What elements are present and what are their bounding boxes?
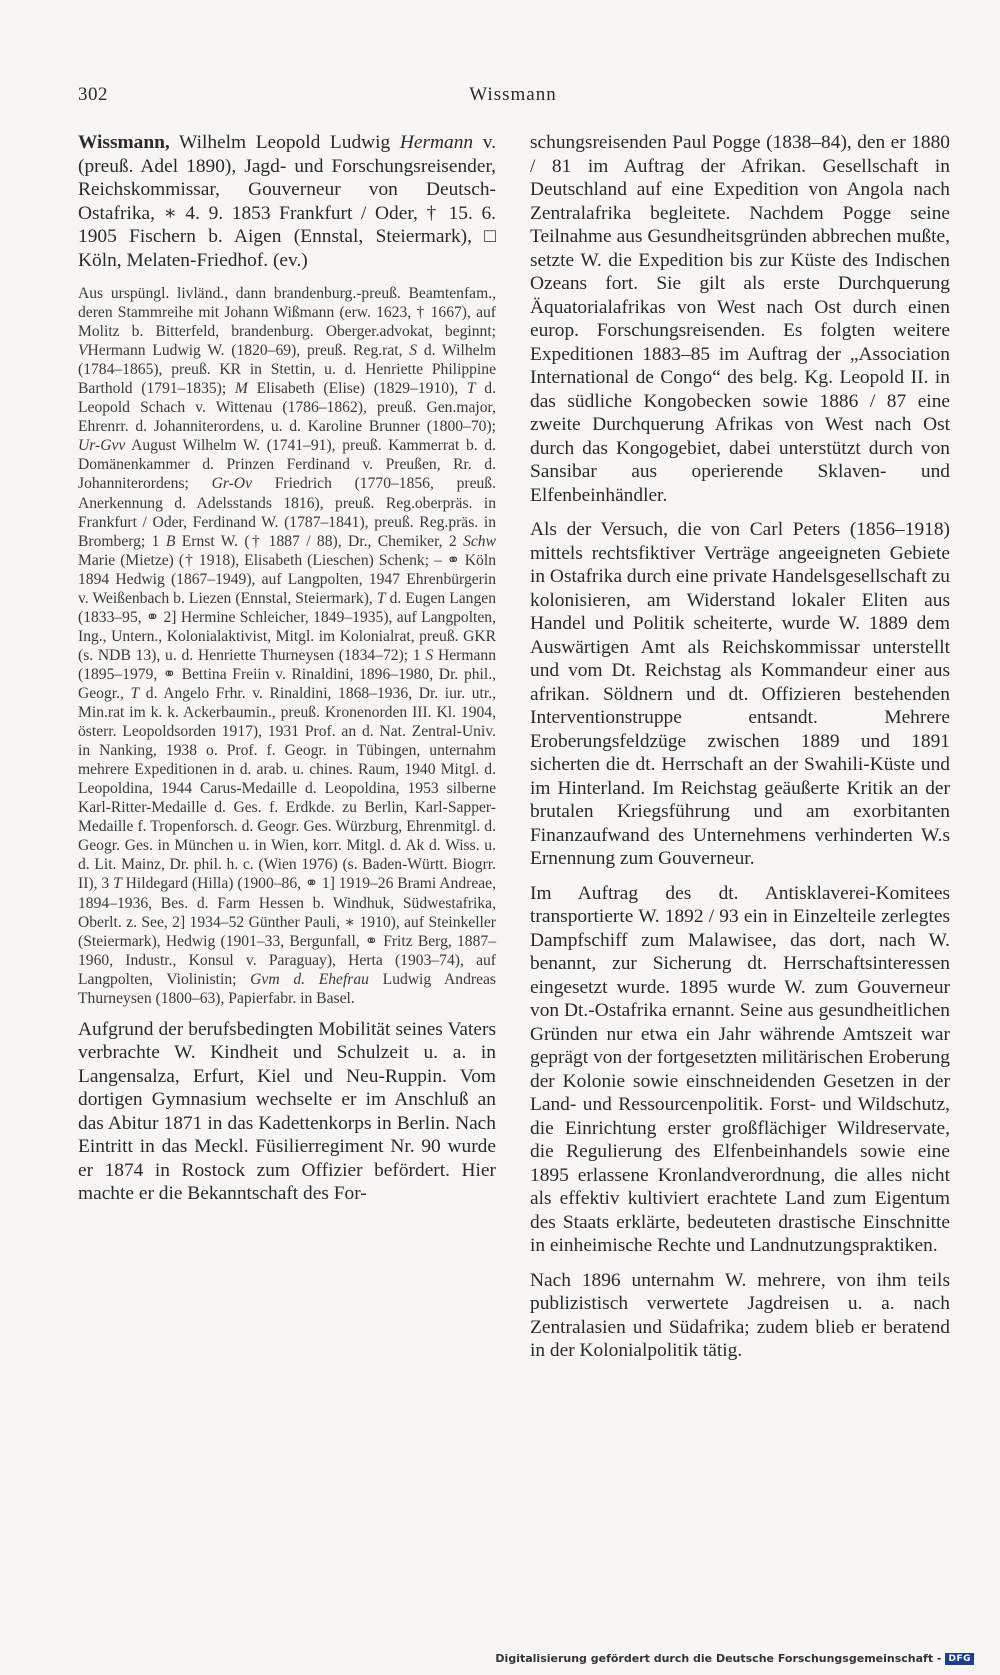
genealogy-text: Ludwig Andreas Thurneysen (1800–63), Papierfabr. in Basel. — [78, 970, 496, 1007]
genealogy-abbr: T — [113, 875, 122, 893]
genealogy-text: d. Leopold Schach v. Wittenau (1786–1862), preuß. Gen.major, Ehrenrr. d. Johanniterordens, u. d. Karoline Brunner (1800–70); — [78, 380, 496, 436]
body-paragraph: Als der Versuch, die von Carl Peters (1856–1918) mittels rechtsfiktiver Verträge angeeigneten Gebiete in Ostafrika durch eine private Handelsgesellschaft zu kolonisieren, am Widerstand lokaler Eliten aus Handel und Politik scheiterte, wurde W. 1889 dem Auswärtigen Amt als Reichskommissar unterstellt und vom Dt. Reichstag als Kommandeur einer aus afrikan. Söldnern und dt. Offizieren bestehenden Interventionstruppe entsandt. Mehrere Eroberungsfeldzüge zwischen 1889 und 1891 sicherten die dt. Herrschaft an der Swahili-Küste und im Hinterland. Im Reichstag geäußerte Kritik an der brutalen Kriegsführung und am exorbitanten Finanzaufwand des Unternehmens verhinderten W.s Ernennung zum Gouverneur. — [530, 519, 950, 869]
body-paragraph: schungsreisenden Paul Pogge (1838–84), den er 1880 / 81 im Auftrag der Afrikan. Gesellschaft in Deutschland auf eine Expedition von Angola nach Zentralafrika begleitete. Nachdem Pogge seine Teilnahme aus Gesundheitsgründen abbrechen mußte, setzte W. die Expedition bis zur Küste des Indischen Ozeans fort. Sie gilt als erste Durchquerung Äquatorialafrikas von West nach Ost durch einen europ. Forschungsreisenden. Es folgten weitere Expeditionen 1883–85 im Auftrag der „Association International de Congo“ des belg. Kg. Leopold II. in das südliche Kongobecken sowie 1886 / 87 eine zweite Durchquerung Afrikas von West nach Ost durch das Kongogebiet, dabei unterstützt durch von Sansibar aus operierende Sklaven- und Elfenbeinhändler. — [530, 132, 950, 506]
genealogy-abbr: Gr-Ov — [211, 475, 252, 493]
genealogy-text: d. Eugen Langen (1833–95, ⚭ 2] Hermine Schleicher, 1849–1935), auf Langpolten, Ing., Untern., Kolonialaktivist, Mitgl. im Kolonialrat, preuß. GKR (s. NDB 13), u. d. Henriette Thurneysen (1834–72); 1 — [78, 589, 496, 664]
body-paragraph: Aufgrund der berufsbedingten Mobilität seines Vaters verbrachte W. Kindheit und Schulzeit u. a. in Langensalza, Erfurt, Kiel und Neu-Ruppin. Vom dortigen Gymnasium wechselte er im Anschluß an das Abitur 1871 in das Kadettenkorps in Berlin. Nach Eintritt in das Meckl. Füsilierregiment Nr. 90 wurde er 1874 in Rostock zum Offizier befördert. Hier machte er die Bekanntschaft des For- — [78, 1018, 496, 1205]
page-number: 302 — [78, 84, 108, 105]
right-column — [530, 131, 950, 1363]
left-column — [78, 131, 496, 1206]
genealogy-text: Hermann Ludwig W. (1820–69), preuß. Reg.rat, — [87, 342, 410, 360]
genealogy-abbr: S — [425, 646, 434, 664]
genealogy-text: d. Angelo Frhr. v. Rinaldini, 1868–1936, Dr. iur. utr., Min.rat im k. k. Ackerbaumin., preuß. Kronenorden III. Kl. 1904, österr. Leopoldsorden 1917), 1931 Prof. an d. Nat. Zentral-Univ. in Nanking, 1938 o. Prof. f. Geogr. in Tübingen, unternahm mehrere Expeditionen in d. arab. u. chines. Raum, 1940 Mitgl. d. Leopoldina, 1944 Carus-Medaille d. Leopoldina, 1953 silberne Karl-Ritter-Medaille d. Ges. f. Erdkde. zu Berlin, Karl-Sapper-Medaille f. Tropenforsch. d. Geogr. Ges. Würzburg, Ehrenmitgl. d. Geogr. Ges. in München u. in Wien, korr. Mitgl. d. Ak d. Wiss. u. d. Lit. Mainz, Dr. phil. h. c. (Wien 1976) (s. Baden-Württ. Biogrr. II), 3 — [78, 684, 496, 893]
page-header — [78, 84, 948, 114]
running-head: Wissmann — [469, 84, 557, 105]
entry-head-text: Wilhelm Leopold Ludwig — [169, 132, 400, 153]
genealogy-abbr: T — [376, 589, 386, 607]
genealogy-abbr: V — [78, 342, 88, 360]
genealogy-abbr: Schw — [463, 532, 497, 550]
footer-text: Digitalisierung gefördert durch die Deutsche Forschungsgemeinschaft - — [495, 1652, 942, 1665]
genealogy-paragraph — [78, 284, 496, 1008]
genealogy-abbr: T — [466, 380, 476, 398]
entry-name: Wissmann, — [78, 132, 170, 153]
genealogy-text: d. Wilhelm (1784–1865), preuß. KR in Stettin, u. d. Henriette Philippine Barthold (1791–1835); — [78, 342, 496, 398]
body-paragraph: Im Auftrag des dt. Antisklaverei-Komitees transportierte W. 1892 / 93 ein in Einzelteile zerlegtes Dampfschiff zum Malawisee, das dort, nach W. benannt, zur Sicherung dt. Herrschaftsinteressen eingesetzt wurde. 1895 wurde W. zum Gouverneur von Dt.-Ostafrika ernannt. Seine aus gesundheitlichen Gründen nur etwa ein Jahr währende Amtszeit war geprägt von der fortgesetzten militärischen Eroberung der Kolonie sowie einschneidenden Gesetzen in der Land- und Ressourcenpolitik. Forst- und Wildschutz, die Einrichtung erster großflächiger Wildreservate, die Regulierung des Elfenbeinhandels sowie eine 1895 erlassene Kronlandverordnung, die alles nicht als effektiv kultiviert erachtete Land zum Eigentum des Staats erklärte, bedeuteten drastische Einschnitte in einheimische Rechte und Landnutzungspraktiken. — [530, 882, 950, 1256]
entry-heading — [78, 131, 496, 272]
genealogy-abbr: B — [165, 532, 176, 550]
genealogy-abbr: T — [130, 684, 140, 702]
entry-head-text-2: v. (preuß. Adel 1890), Jagd- und Forschungsreisender, Reichskommissar, Gouverneur von Deutsch-Ostafrika, ∗ 4. 9. 1853 Frankfurt / Oder, † 15. 6. 1905 Fischern b. Aigen (Ennstal, Steiermark), □ Köln, Melaten-Friedhof. (ev.) — [78, 132, 496, 271]
genealogy-abbr: Ur-Gvv — [78, 437, 126, 455]
genealogy-text: Hildegard (Hilla) (1900–86, ⚭ 1] 1919–26 Brami Andreae, 1894–1936, Bes. d. Farm Hessen b. Windhuk, Südwestafrika, Oberlt. z. See, 2] 1934–52 Günther Pauli, ∗ 1910), auf Steinkeller (Steiermark), Hedwig (1901–33, Bergunfall, ⚭ Fritz Berg, 1887–1960, Industr., Konsul v. Paraguay), Herta (1903–74), auf Langpolten, Violinistin; — [78, 875, 497, 988]
genealogy-text: Aus urspüngl. livländ., dann brandenburg.-preuß. Beamtenfam., deren Stammreihe mit Johann Wißmann (erw. 1623, † 1667), auf Molitz b. Bitterfeld, brandenburg. Oberger.advokat, beginnt; — [78, 285, 496, 341]
genealogy-text: August Wilhelm W. (1741–91), preuß. Kammerrat b. d. Domänenkammer d. Prinzen Ferdinand v. Preußen, Rr. d. Johanniterordens; — [78, 437, 496, 493]
genealogy-text: Hermann (1895–1979, ⚭ Bettina Freiin v. Rinaldini, 1896–1980, Dr. phil., Geogr., — [78, 646, 496, 702]
genealogy-text: Ernst W. († 1887 / 88), Dr., Chemiker, 2 — [175, 532, 464, 550]
entry-head-italic: Hermann — [399, 132, 474, 153]
genealogy-abbr: M — [234, 380, 248, 398]
genealogy-abbr: S — [409, 342, 418, 360]
genealogy-text: Friedrich (1770–1856, preuß. Anerkennung d. Adelsstands 1816), preuß. Reg.oberpräs. in Frankfurt / Oder, Ferdinand W. (1787–1841), preuß. Reg.präs. in Bromberg; 1 — [78, 475, 496, 550]
genealogy-text: Marie (Mietze) († 1918), Elisabeth (Lieschen) Schenk; – ⚭ Köln 1894 Hedwig (1867–1949), auf Langpolten, 1947 Ehrenbürgerin v. Weißenbach b. Liezen (Ennstal, Steiermark), — [78, 551, 496, 607]
body-paragraph: Nach 1896 unternahm W. mehrere, von ihm teils publizistisch verwertete Jagdreisen u. a. nach Zentralasien und Südafrika; zudem blieb er beratend in der Kolonialpolitik tätig. — [530, 1269, 950, 1361]
dfg-logo: DFG — [945, 1653, 974, 1665]
genealogy-text: Elisabeth (Elise) (1829–1910), — [247, 380, 467, 398]
digitization-footer — [495, 1652, 974, 1665]
genealogy-abbr: Gvm d. Ehefrau — [250, 970, 369, 988]
